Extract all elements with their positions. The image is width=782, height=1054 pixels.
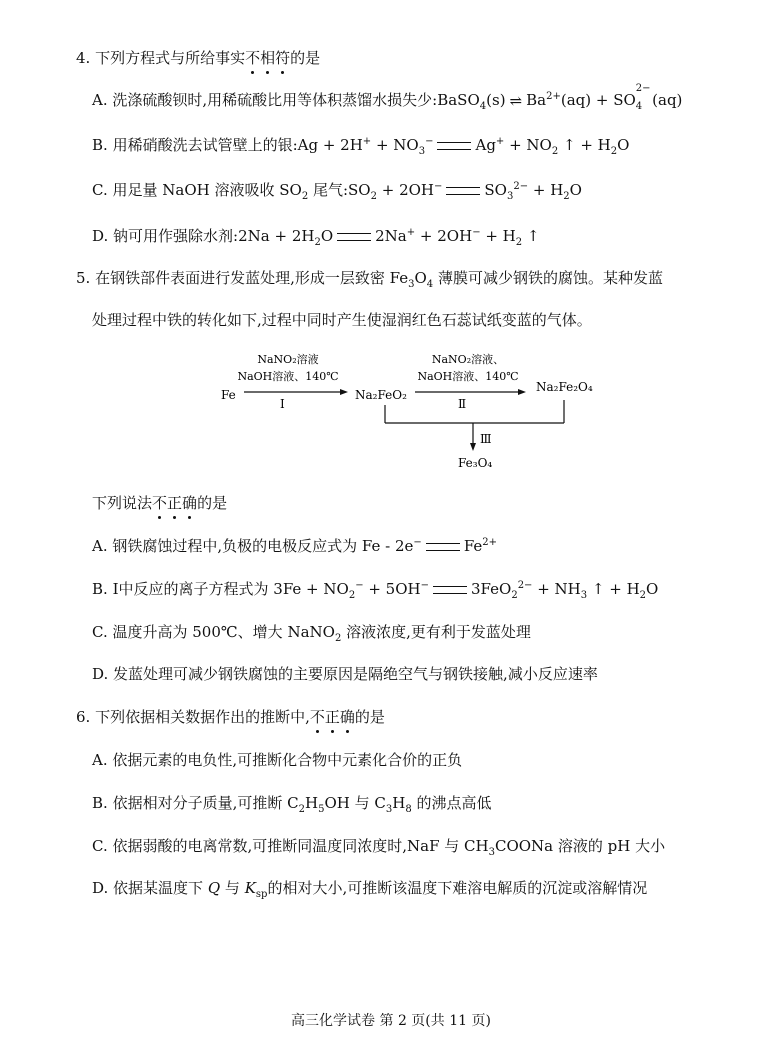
q5-option-c: C. 温度升高为 500℃、增大 NaNO$_2$ 溶液浓度,更有利于发蓝处理 <box>92 623 531 644</box>
q4-stem: 4. 下列方程式与所给事实不相符的是 <box>76 49 321 67</box>
step2-condition-2: NaOH溶液、140℃ <box>417 370 519 383</box>
q4-option-b: B. 用稀硝酸洗去试管壁上的银:Ag + $2H^+ + NO_3^-$ $Ag^+ + NO_2$ ↑ + $H_2O$ <box>92 136 630 157</box>
step1-condition-2: NaOH溶液、140℃ <box>237 370 339 383</box>
arrow-2-head <box>518 389 526 395</box>
arrow-3-head <box>470 443 476 451</box>
reversible-arrow-icon: ⇌ <box>509 92 523 110</box>
diagram-fe: Fe <box>221 388 236 402</box>
step2-condition-1: NaNO₂溶液、 <box>431 353 505 366</box>
q5-option-b: B. Ⅰ中反应的离子方程式为 $3Fe + NO_2^- + 5OH^-$ $3FeO_2^{2-} + NH_3$ ↑ + $H_2O$ <box>92 580 659 601</box>
step1-label: Ⅰ <box>280 397 285 411</box>
diagram-right: Na₂Fe₂O₄ <box>536 380 593 394</box>
equals-sign-icon <box>337 233 371 241</box>
diagram-bottom: Fe₃O₄ <box>458 456 493 470</box>
emphasis: 不正确 <box>309 708 355 726</box>
step2-label: Ⅱ <box>458 397 467 411</box>
q6-option-d: D. 依据某温度下 Q 与 $K_{sp}$的相对大小,可推断该温度下难溶电解质的沉淀或溶解情况 <box>92 879 648 900</box>
equals-sign-icon <box>446 187 480 195</box>
q5-option-a: A. 钢铁腐蚀过程中,负极的电极反应式为 Fe - 2e− $Fe^{2+}$ <box>92 537 498 555</box>
q4-option-c: C. 用足量 NaOH 溶液吸收 $SO_2$ 尾气$:SO_2 + 2OH^-$ $SO_3^{2-} + H_2O$ <box>92 181 582 202</box>
diagram-mid: Na₂FeO₂ <box>355 388 407 402</box>
q5-stem-line2: 处理过程中铁的转化如下,过程中同时产生使湿润红色石蕊试纸变蓝的气体。 <box>92 311 592 329</box>
page-footer: 高三化学试卷 第 2 页(共 11 页) <box>291 1013 491 1029</box>
q5-stem-line1: 5. 在钢铁部件表面进行发蓝处理,形成一层致密 $Fe_3O_4$ 薄膜可减少钢铁的腐蚀。某种发蓝 <box>76 269 663 290</box>
emphasis: 不相符 <box>245 49 291 67</box>
step1-condition-1: NaNO₂溶液 <box>257 353 319 366</box>
q6-stem: 6. 下列依据相关数据作出的推断中,不正确的是 <box>76 708 385 726</box>
q4-option-a: A. 洗涤硫酸钡时,用稀硫酸比用等体积蒸馏水损失少:BaSO$_4$(s) ⇌ $Ba^{2+}(aq)$ + SO $_{2- 4}$ (aq) <box>92 83 683 112</box>
arrow-1-head <box>340 389 348 395</box>
q4-option-d: D. 钠可用作强除水剂:2Na + $2H_2O$ $2Na^+ + 2OH^- + H_2$ ↑ <box>92 227 540 248</box>
q6-option-a: A. 依据元素的电负性,可推断化合物中元素化合价的正负 <box>92 751 463 769</box>
equals-sign-icon <box>437 142 471 150</box>
equals-sign-icon <box>426 543 460 551</box>
equals-sign-icon <box>433 586 467 594</box>
emphasis: 不正确 <box>152 494 198 512</box>
q6-option-c: C. 依据弱酸的电离常数,可推断同温度同浓度时,NaF 与 $CH_3COONa$ 溶液的 pH 大小 <box>92 837 666 858</box>
q5-option-d: D. 发蓝处理可减少钢铁腐蚀的主要原因是隔绝空气与钢铁接触,减小反应速率 <box>92 665 598 683</box>
q6-option-b: B. 依据相对分子质量,可推断 $C_2H_5OH$ 与 $C_3H_8$ 的沸点高低 <box>92 794 492 815</box>
q5-sub-stem: 下列说法不正确的是 <box>92 494 228 512</box>
reaction-diagram <box>210 345 610 475</box>
step3-label: Ⅲ <box>480 432 492 446</box>
